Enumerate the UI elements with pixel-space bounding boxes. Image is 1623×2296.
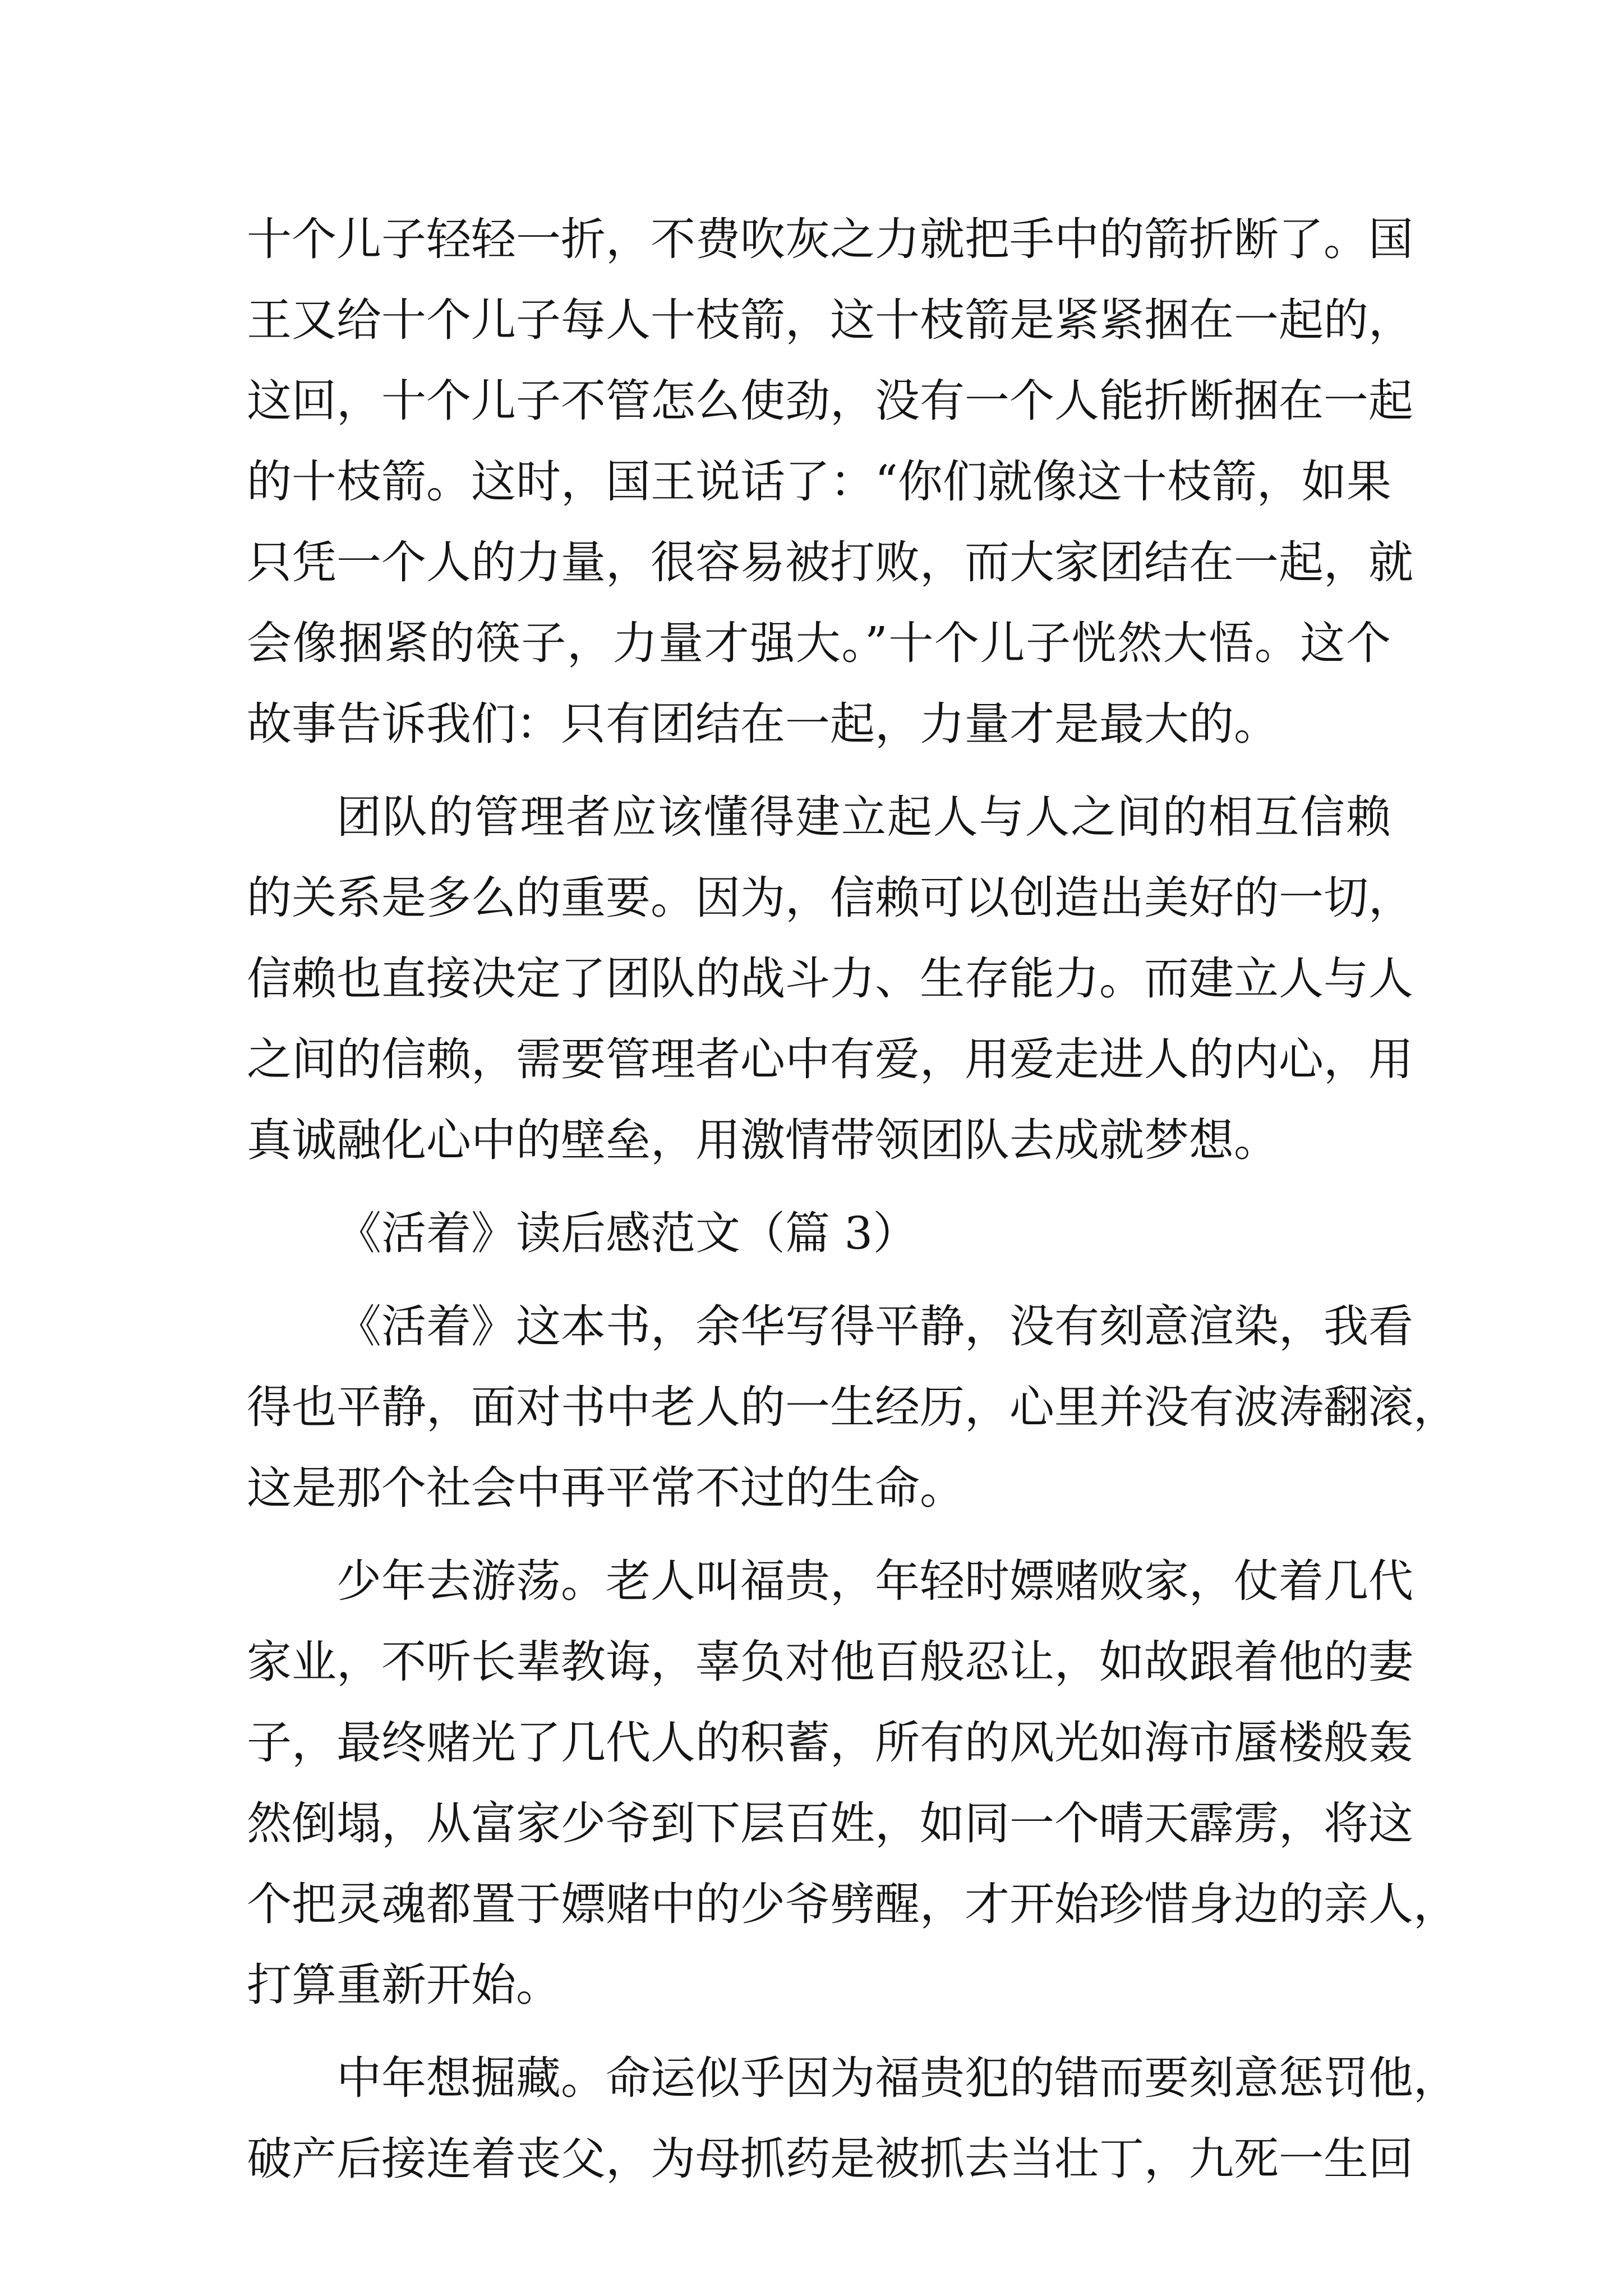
paragraph-spacer (247, 1181, 1391, 1193)
text-line-21: 个把灵魂都置于嫖赌中的少爷劈醒，才开始珍惜身边的亲人， (247, 1878, 1458, 1930)
text-line-19: 子，最终赌光了几代人的积蓄，所有的风光如海市蜃楼般轰 (247, 1717, 1413, 1769)
text-line-1: 十个儿子轻轻一折，不费吹灰之力就把手中的箭折断了。国 (247, 213, 1413, 265)
text-line-15: 得也平静，面对书中老人的一生经历，心里并没有波涛翻滚， (247, 1381, 1458, 1433)
text-line-22: 打算重新开始。 (247, 1959, 561, 2011)
text-line-16: 这是那个社会中再平常不过的生命。 (247, 1462, 965, 1514)
text-line-7: 故事告诉我们：只有团结在一起，力量才是最大的。 (247, 698, 1279, 750)
paragraph-spacer (247, 765, 1391, 777)
paragraph-spacer (247, 1274, 1391, 1286)
text-line-18: 家业，不听长辈教诲，辜负对他百般忍让，如故跟着他的妻 (247, 1636, 1413, 1688)
paragraph-spacer (247, 2026, 1391, 2038)
text-line-3: 这回，十个儿子不管怎么使劲，没有一个人能折断捆在一起 (247, 375, 1413, 427)
text-line-14: 《活着》这本书，余华写得平静，没有刻意渲染，我看 (336, 1300, 1413, 1352)
text-line-12: 真诚融化心中的壁垒，用激情带领团队去成就梦想。 (247, 1114, 1279, 1166)
text-line-8: 团队的管理者应该懂得建立起人与人之间的相互信赖 (336, 791, 1391, 843)
paragraph-spacer (247, 1529, 1391, 1541)
text-line-17: 少年去游荡。老人叫福贵，年轻时嫖赌败家，仗着几代 (336, 1555, 1413, 1607)
text-line-4: 的十枝箭。这时，国王说话了：“你们就像这十枝箭，如果 (247, 455, 1391, 508)
text-line-10: 信赖也直接决定了团队的战斗力、生存能力。而建立人与人 (247, 953, 1413, 1005)
section-heading: 《活着》读后感范文（篇 3） (336, 1207, 918, 1259)
text-line-2: 王又给十个儿子每人十枝箭，这十枝箭是紧紧捆在一起的， (247, 294, 1413, 346)
text-line-9: 的关系是多么的重要。因为，信赖可以创造出美好的一切， (247, 872, 1413, 924)
text-line-6: 会像捆紧的筷子，力量才强大。”十个儿子恍然大悟。这个 (247, 617, 1391, 669)
text-line-20: 然倒塌，从富家少爷到下层百姓，如同一个晴天霹雳，将这 (247, 1797, 1413, 1849)
text-line-23: 中年想掘藏。命运似乎因为福贵犯的错而要刻意惩罚他， (336, 2052, 1458, 2104)
text-line-24: 破产后接连着丧父，为母抓药是被抓去当壮丁，九死一生回 (247, 2133, 1413, 2185)
text-line-11: 之间的信赖，需要管理者心中有爱，用爱走进人的内心，用 (247, 1033, 1413, 1085)
body-text (247, 199, 1458, 2200)
text-line-5: 只凭一个人的力量，很容易被打败，而大家团结在一起，就 (247, 536, 1413, 588)
